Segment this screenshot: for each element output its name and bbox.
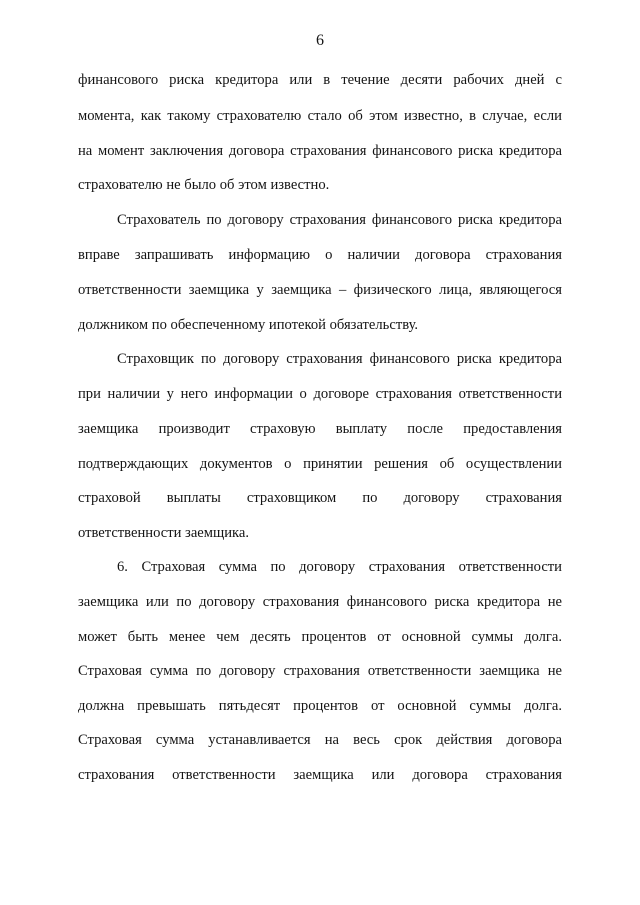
text-line: ответственности заемщика. — [78, 525, 250, 541]
text-line: заемщика производит страховую выплату после предоставления — [78, 421, 562, 437]
text-line: вправе запрашивать информацию о наличии договора страхования — [78, 247, 562, 263]
text-line: страхователю не было об этом известно. — [78, 177, 330, 193]
text-line: при наличии у него информации о договоре страхования ответственности — [78, 386, 562, 402]
text-line: страхования ответственности заемщика или договора страхования — [78, 767, 562, 783]
text-line: ответственности заемщика у заемщика – физического лица, являющегося — [78, 282, 562, 298]
text-line: 6. Страховая сумма по договору страхования ответственности — [117, 559, 562, 575]
text-line: должна превышать пятьдесят процентов от основной суммы долга. — [78, 698, 562, 714]
page-number: 6 — [316, 32, 324, 49]
text-line: может быть менее чем десять процентов от основной суммы долга. — [78, 629, 562, 645]
text-line: финансового риска кредитора или в течение десяти рабочих дней с — [78, 72, 562, 88]
text-line: страховой выплаты страховщиком по договору страхования — [78, 490, 562, 506]
text-line: на момент заключения договора страхования финансового риска кредитора — [78, 143, 562, 159]
text-line: Страховщик по договору страхования финансового риска кредитора — [117, 351, 562, 367]
text-line: Страхователь по договору страхования финансового риска кредитора — [117, 212, 562, 228]
text-line: подтверждающих документов о принятии решения об осуществлении — [78, 456, 562, 472]
text-line: Страховая сумма устанавливается на весь срок действия договора — [78, 732, 562, 748]
text-line: момента, как такому страхователю стало об этом известно, в случае, если — [78, 108, 562, 124]
text-line: Страховая сумма по договору страхования ответственности заемщика не — [78, 663, 562, 679]
text-line: заемщика или по договору страхования финансового риска кредитора не — [78, 594, 562, 610]
text-line: должником по обеспеченному ипотекой обязательству. — [78, 317, 419, 333]
